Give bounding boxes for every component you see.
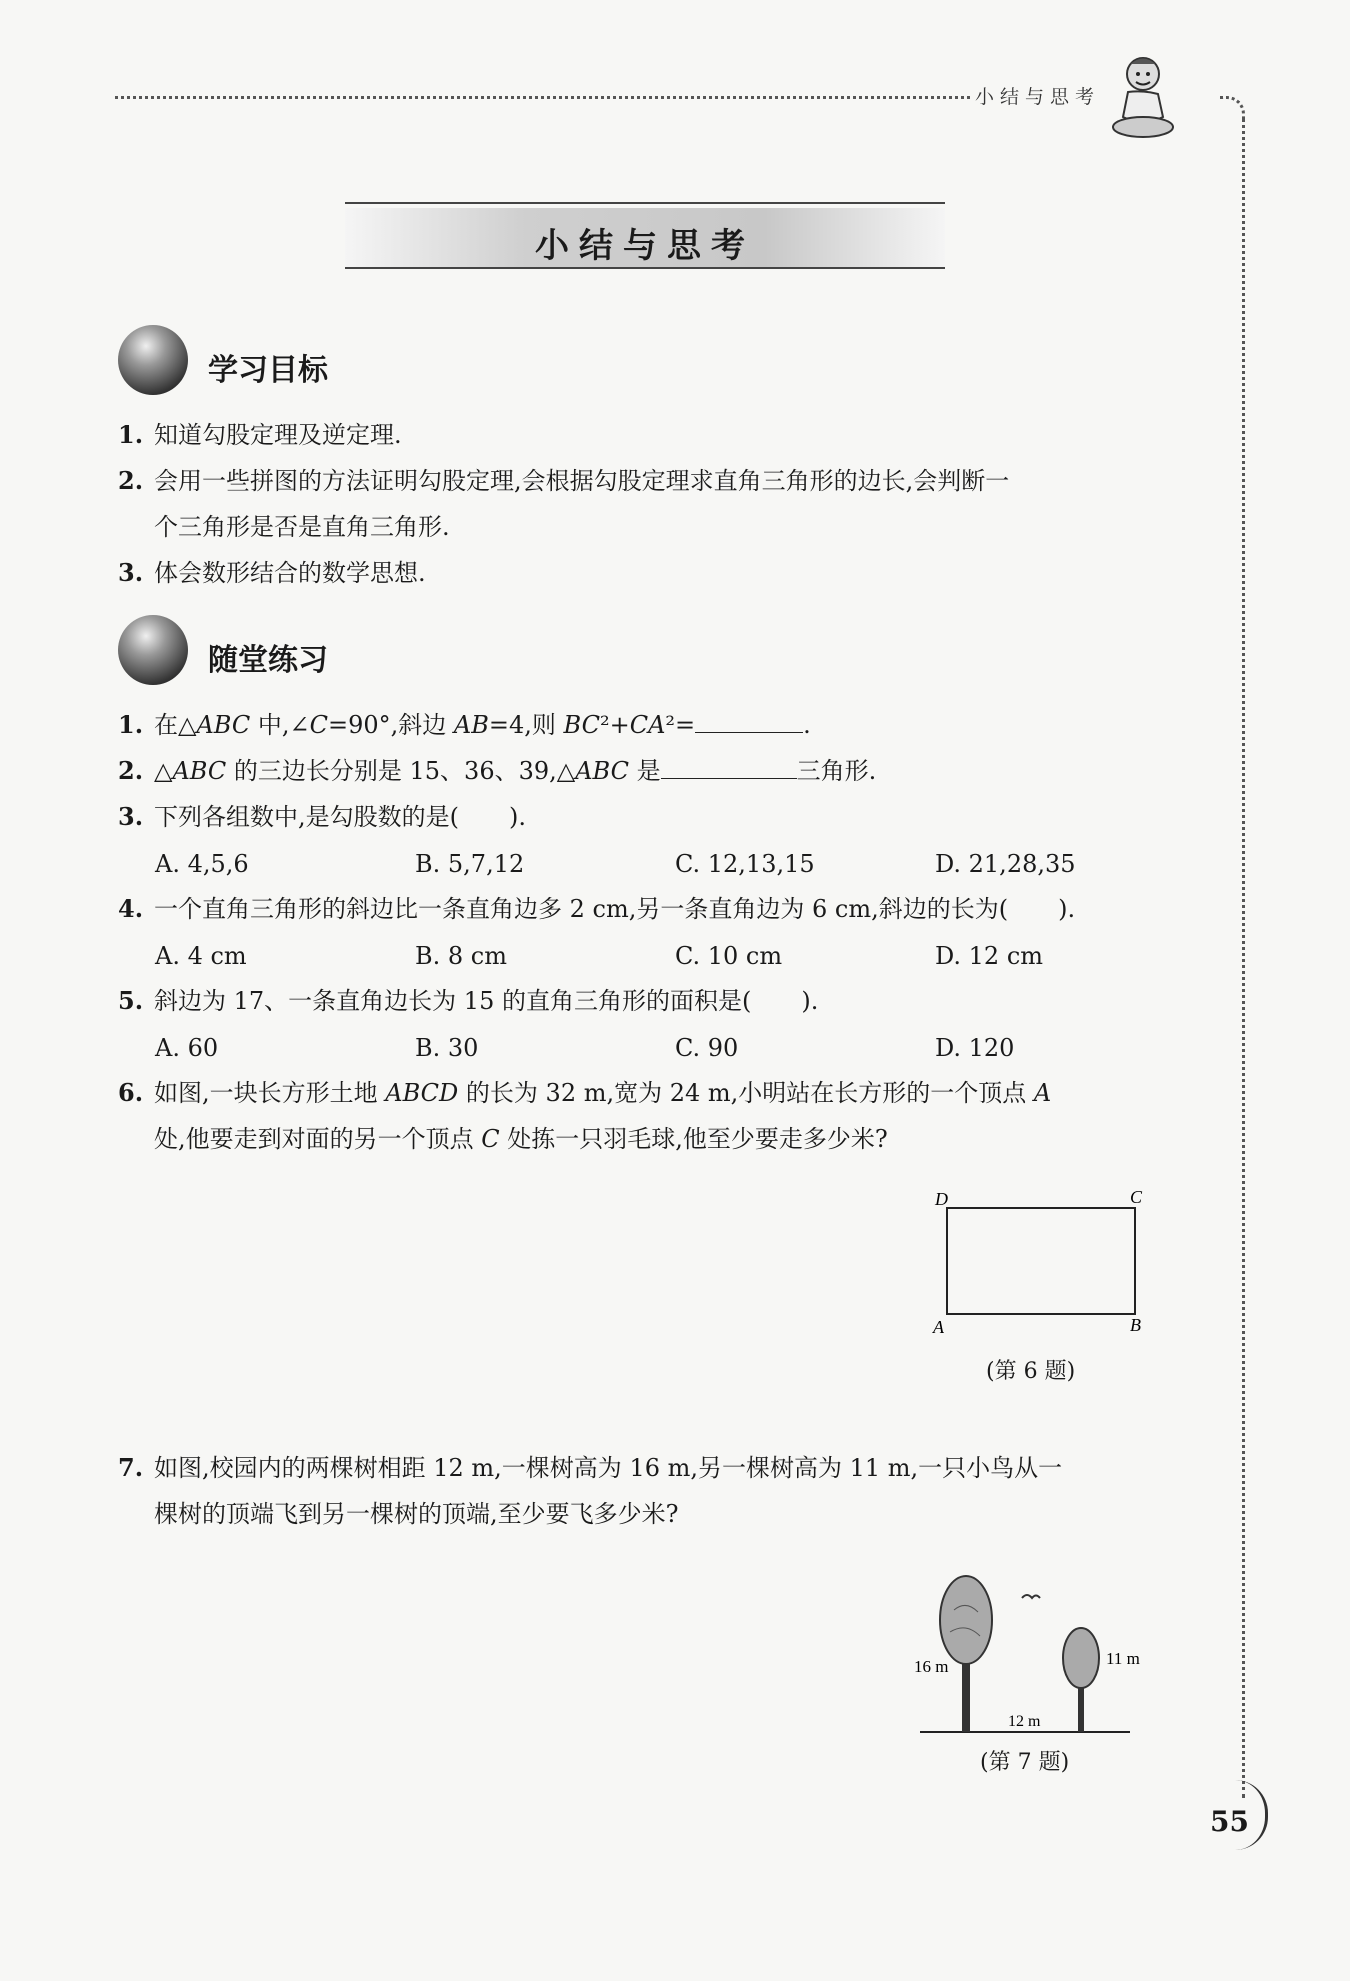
answer-blank[interactable] <box>661 754 797 779</box>
item-number: 1. <box>118 420 144 449</box>
goal-item <box>118 412 1178 458</box>
goal-item <box>118 550 1178 596</box>
item-number: 3. <box>118 802 144 831</box>
text: ²+ <box>599 711 630 739</box>
text: ABC <box>196 711 251 739</box>
text: A <box>1033 1079 1052 1107</box>
right-dotted-rule <box>1242 118 1245 1798</box>
tall-tree-trunk <box>962 1658 970 1732</box>
text: 中,∠ <box>250 711 310 739</box>
text: C <box>481 1125 500 1153</box>
section-title: 学习目标 <box>208 353 328 388</box>
option-b[interactable]: B. 30 <box>415 1034 479 1062</box>
vertex-label-a: A <box>933 1317 944 1335</box>
question-text: 斜边为 17、一条直角边长为 15 的直角三角形的面积是( <box>154 987 752 1015</box>
text: △ <box>154 757 173 785</box>
bird-icon <box>1022 1595 1040 1598</box>
text: ABCD <box>385 1079 459 1107</box>
question-7 <box>118 1445 1178 1537</box>
text: ABC <box>172 757 227 785</box>
text: 如图,一块长方形土地 <box>154 1079 386 1107</box>
page-number: 55 <box>1210 1805 1249 1838</box>
item-text: 会用一些拼图的方法证明勾股定理,会根据勾股定理求直角三角形的边长,会判断一 <box>154 467 1010 495</box>
distance-label: 12 m <box>1008 1713 1041 1730</box>
short-tree-crown <box>1063 1628 1099 1688</box>
vertex-label-b: B <box>1130 1315 1141 1335</box>
option-c[interactable]: C. 90 <box>675 1034 739 1062</box>
text: BC <box>563 711 600 739</box>
text: 在△ <box>154 711 197 739</box>
goal-item <box>118 458 1178 550</box>
figure-caption: (第 6 题) <box>986 1359 1076 1384</box>
text: 的三边长分别是 15、36、39,△ <box>226 757 576 785</box>
text: C <box>309 711 328 739</box>
question-1 <box>118 702 1178 748</box>
question-text: 如图,校园内的两棵树相距 12 m,一棵树高为 16 m,另一棵树高为 11 m,一只小鸟从一 <box>154 1454 1063 1482</box>
text: ABC <box>575 757 629 785</box>
question-text: 下列各组数中,是勾股数的是( <box>154 803 459 831</box>
item-number: 3. <box>118 558 144 587</box>
text: 处,他要走到对面的另一个顶点 <box>154 1125 482 1153</box>
question-3 <box>118 794 1178 840</box>
option-a[interactable]: A. 4,5,6 <box>155 850 249 878</box>
question-text-continued: 棵树的顶端飞到另一棵树的顶端,至少要飞多少米? <box>154 1500 679 1528</box>
trees-figure <box>910 1560 1150 1750</box>
tall-tree-crown <box>940 1576 992 1664</box>
item-text-continued: 个三角形是否是直角三角形. <box>154 513 450 541</box>
item-text: 知道勾股定理及逆定理. <box>154 421 402 449</box>
short-tree-height: 11 m <box>1106 1649 1140 1668</box>
figure-caption: (第 7 题) <box>980 1750 1070 1775</box>
option-b[interactable]: B. 5,7,12 <box>415 850 525 878</box>
option-a[interactable]: A. 60 <box>155 1034 219 1062</box>
answer-blank[interactable] <box>695 708 803 733</box>
item-number: 2. <box>118 466 144 495</box>
option-c[interactable]: C. 10 cm <box>675 942 783 970</box>
mascot-icon <box>1108 52 1178 142</box>
text: 处拣一只羽毛球,他至少要走多少米? <box>499 1125 888 1153</box>
item-text: 体会数形结合的数学思想. <box>154 559 426 587</box>
question-4 <box>118 886 1178 932</box>
text: 三角形. <box>796 757 877 785</box>
rectangle-figure <box>925 1185 1165 1335</box>
question-5 <box>118 978 1178 1024</box>
header-dotted-rule <box>115 96 970 99</box>
item-number: 5. <box>118 986 144 1015</box>
section-title: 随堂练习 <box>208 643 328 678</box>
item-number: 6. <box>118 1078 144 1107</box>
option-b[interactable]: B. 8 cm <box>415 942 507 970</box>
text: ²= <box>665 711 696 739</box>
text: ). <box>509 803 526 831</box>
running-head: 小结与思考 <box>975 86 1101 108</box>
option-a[interactable]: A. 4 cm <box>155 942 247 970</box>
text: 是 <box>629 757 661 785</box>
sphere-icon <box>118 325 188 395</box>
text: AB <box>453 711 489 739</box>
question-2 <box>118 748 1178 794</box>
question-text: 一个直角三角形的斜边比一条直角边多 2 cm,另一条直角边为 6 cm,斜边的长为( <box>154 895 1009 923</box>
text: . <box>803 711 811 739</box>
title-rule-bottom <box>345 267 945 269</box>
text: ). <box>801 987 819 1015</box>
title-rule-top <box>345 202 945 204</box>
title-box <box>345 208 945 268</box>
globe-icon <box>118 615 188 685</box>
page-title: 小结与思考 <box>535 226 755 266</box>
option-d[interactable]: D. 12 cm <box>935 942 1044 970</box>
text: CA <box>629 711 666 739</box>
tall-tree-height: 16 m <box>914 1657 949 1676</box>
text: =90°,斜边 <box>328 711 454 739</box>
text: =4,则 <box>488 711 564 739</box>
text: 的长为 32 m,宽为 24 m,小明站在长方形的一个顶点 <box>458 1079 1034 1107</box>
text: ). <box>1058 895 1076 923</box>
option-c[interactable]: C. 12,13,15 <box>675 850 815 878</box>
item-number: 1. <box>118 710 144 739</box>
item-number: 4. <box>118 894 144 923</box>
rectangle-abcd <box>947 1208 1135 1314</box>
vertex-label-c: C <box>1130 1187 1143 1207</box>
option-d[interactable]: D. 21,28,35 <box>935 850 1076 878</box>
item-number: 2. <box>118 756 144 785</box>
vertex-label-d: D <box>935 1189 948 1209</box>
item-number: 7. <box>118 1453 144 1482</box>
question-6 <box>118 1070 1178 1162</box>
option-d[interactable]: D. 120 <box>935 1034 1015 1062</box>
